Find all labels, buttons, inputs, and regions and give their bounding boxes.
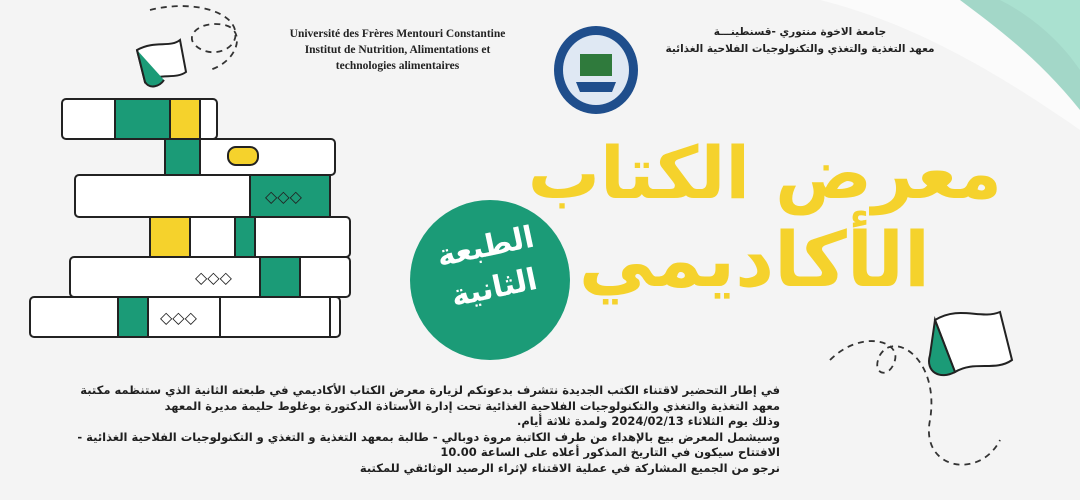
announcement-line: وذلك يوم الثلاثاء 2024/02/13 ولمدة ثلاثة أيام. [516, 414, 780, 428]
edition-line-2: الثانية [448, 261, 541, 315]
edition-badge-text [403, 210, 577, 325]
title-line-2: الأكاديمي [578, 215, 930, 304]
header-arabic-line: جامعة الاخوة منتوري -قسنطينـــة [713, 26, 887, 38]
header-french-line: Institut de Nutrition, Alimentations et [304, 44, 491, 56]
announcement-line: الافتتاح سيكون في التاريخ المذكور أعلاه على الساعة 10.00 [440, 445, 780, 459]
svg-text:◇◇◇: ◇◇◇ [195, 268, 232, 287]
paper-flag-icon [137, 40, 186, 86]
announcement-line: معهد التغذية والتغذي والتكنولوجيات الفلاحية الغذائية تحت إدارة الأستاذة الدكتورة بوغلوط حليمة مديرة المعهد [164, 398, 780, 413]
edition-line-1: الطبعة [433, 219, 538, 275]
edition-badge [410, 200, 570, 360]
announcement-text [28, 383, 780, 476]
header-arabic-line: معهد التغذية والتغذي والتكنولوجيات الفلاحية الغذائية [665, 43, 935, 55]
svg-text:◇◇◇: ◇◇◇ [160, 308, 197, 327]
book-stack-icon [30, 99, 350, 337]
paper-flag-bottom-icon [929, 312, 1012, 375]
svg-text:◇◇◇: ◇◇◇ [265, 187, 302, 206]
header-french-line: Université des Frères Mentouri Constantine [289, 28, 506, 40]
header-arabic [655, 24, 945, 58]
header-french-line: technologies alimentaires [335, 60, 460, 72]
title-line-1: معرض الكتاب [527, 131, 1002, 215]
university-seal-icon [552, 24, 640, 116]
announcement-line: وسيشمل المعرض بيع بالإهداء من طرف الكاتبة مروة دوبالي - طالبة بمعهد التغذية و التغذي و التكنولوجيات الفلاحية الغذائية - [77, 429, 780, 444]
announcement-line: نرجو من الجميع المشاركة في عملية الاقتناء لإثراء الرصيد الوثائقي للمكتبة [359, 460, 780, 475]
header-french [270, 26, 525, 74]
announcement-line: في إطار التحضير لاقتناء الكتب الجديدة نتشرف بدعوتكم لزيارة معرض الكتاب الأكاديمي في طبعته الثانية الذي ستنظمه مكتبة [80, 383, 780, 397]
